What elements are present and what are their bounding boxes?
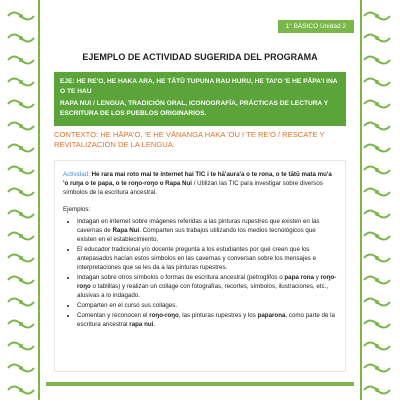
example-text-segment: El educador tradicional y/o docente pregunta a los estudiantes por qué creen que los antepasados hacían estos símbolos en las cavernas y conversan sobre los mensajes e interpretaciones que se les da a las pinturas rupestres. [77, 245, 317, 271]
activity-spanish-text: / Utilizan las TIC para investigar sobre diversos símbolos de la escritura ancestral. [63, 179, 323, 196]
spiral-ornament-icon [6, 162, 36, 178]
spiral-ornament-icon [362, 316, 392, 332]
spiral-ornament-icon [6, 96, 36, 112]
spiral-ornament-icon [362, 294, 392, 310]
spiral-ornament-icon [362, 382, 392, 398]
eje-line-2: RAPA NUI / LENGUA, TRADICIÓN ORAL, ICONOGRAFÍA, PRÁCTICAS DE LECTURA Y ESCRITURA DE LOS PUEBLOS ORIGINARIOS. [60, 99, 329, 117]
spiral-ornament-icon [6, 206, 36, 222]
example-item [77, 274, 337, 301]
spiral-ornament-icon [6, 30, 36, 46]
spiral-ornament-icon [6, 360, 36, 376]
spiral-ornament-icon [6, 8, 36, 24]
spiral-ornament-icon [362, 228, 392, 244]
activity-description [63, 171, 337, 198]
example-text-segment: rapa nui [129, 320, 154, 328]
example-text-segment: Indagan en internet sobre imágenes referidas a las pinturas rupestres que existen en las cavernas de [77, 217, 320, 234]
eje-box [54, 72, 346, 126]
example-item [77, 246, 337, 273]
example-text-segment: . Comparten sus trabajos utilizando los medios tecnológicos que existen en el establecimiento. [77, 226, 316, 243]
example-item [77, 312, 337, 330]
example-text-segment: Rapa Nui [112, 226, 140, 234]
spiral-ornament-icon [362, 8, 392, 24]
example-item [77, 218, 337, 245]
right-decorative-border [356, 0, 400, 400]
spiral-ornament-icon [6, 382, 36, 398]
spiral-ornament-icon [6, 184, 36, 200]
example-item [77, 302, 337, 311]
examples-list [63, 218, 337, 330]
example-text-segment: papa rona [284, 273, 314, 281]
spiral-ornament-icon [6, 316, 36, 332]
spiral-ornament-icon [362, 140, 392, 156]
example-text-segment: paparona [257, 311, 286, 319]
spiral-ornament-icon [6, 140, 36, 156]
left-decorative-border [0, 0, 44, 400]
spiral-ornament-icon [362, 338, 392, 354]
spiral-ornament-icon [362, 52, 392, 68]
activity-box [54, 160, 346, 372]
spiral-ornament-icon [6, 294, 36, 310]
spiral-ornament-icon [362, 250, 392, 266]
example-text-segment: Comentan y reconocen el [77, 311, 150, 319]
spiral-ornament-icon [362, 162, 392, 178]
example-text-segment: o tablillas) y realizan un collage con fotografías, recortes, símbolos, ilustraciones, etc., alusivas a lo indagado. [77, 282, 329, 299]
spiral-ornament-icon [362, 206, 392, 222]
grade-unit-badge: 1° BÁSICO Unidad 2 [278, 20, 354, 33]
example-text-segment: Indagan sobre otros símbolos o formas de escritura ancestral (petroglifos o [77, 273, 285, 281]
left-border-line [38, 0, 40, 400]
spiral-ornament-icon [6, 228, 36, 244]
page-title: EJEMPLO DE ACTIVIDAD SUGERIDA DEL PROGRAMA [82, 52, 318, 62]
spiral-ornament-icon [6, 338, 36, 354]
example-text-segment: Comparten en el curso sus collages. [77, 301, 178, 309]
spiral-ornament-icon [362, 30, 392, 46]
spiral-ornament-icon [362, 74, 392, 90]
example-text-segment: , las pinturas rupestres y los [178, 311, 258, 319]
spiral-ornament-icon [6, 74, 36, 90]
spiral-ornament-icon [6, 118, 36, 134]
example-text-segment: roŋo-roŋo [149, 311, 179, 319]
spiral-ornament-icon [362, 118, 392, 134]
spiral-ornament-icon [362, 360, 392, 376]
example-text-segment: , como parte de la escritura ancestral [77, 311, 335, 328]
spiral-ornament-icon [362, 96, 392, 112]
contexto-heading: CONTEXTO: HE HĀPA'O, 'E HE VĀNANGA HAKA 'OU I TE RE'O / RESCATE Y REVITALIZACIÓN DE LA LENGUA. [54, 130, 325, 150]
example-text-segment: roŋo-roŋo [77, 273, 337, 290]
bottom-green-band [46, 382, 354, 386]
example-text-segment: y [313, 273, 321, 281]
spiral-ornament-icon [362, 272, 392, 288]
example-text-segment: . [153, 320, 156, 328]
spiral-ornament-icon [6, 272, 36, 288]
activity-rapanui-text: He rara mai roto mai te internet hai TIC i te hā'aura'a o te rona, o te tātū mata mu'a 'o ruŋa o te papa, o te roŋo-roŋo o Rapa Nui [63, 171, 332, 187]
ejemplos-title: Ejemplos: [63, 205, 91, 213]
spiral-ornament-icon [6, 52, 36, 68]
activity-label: Actividad: [63, 171, 90, 178]
eje-line-1: EJE: HE RE'O, HE HAKA ARA, HE TĀTŪ TUPUNA RAU HURU, HE TAI'O 'E HE PĀPA'I INA O TE HAU [60, 78, 338, 95]
spiral-ornament-icon [362, 184, 392, 200]
spiral-ornament-icon [6, 250, 36, 266]
